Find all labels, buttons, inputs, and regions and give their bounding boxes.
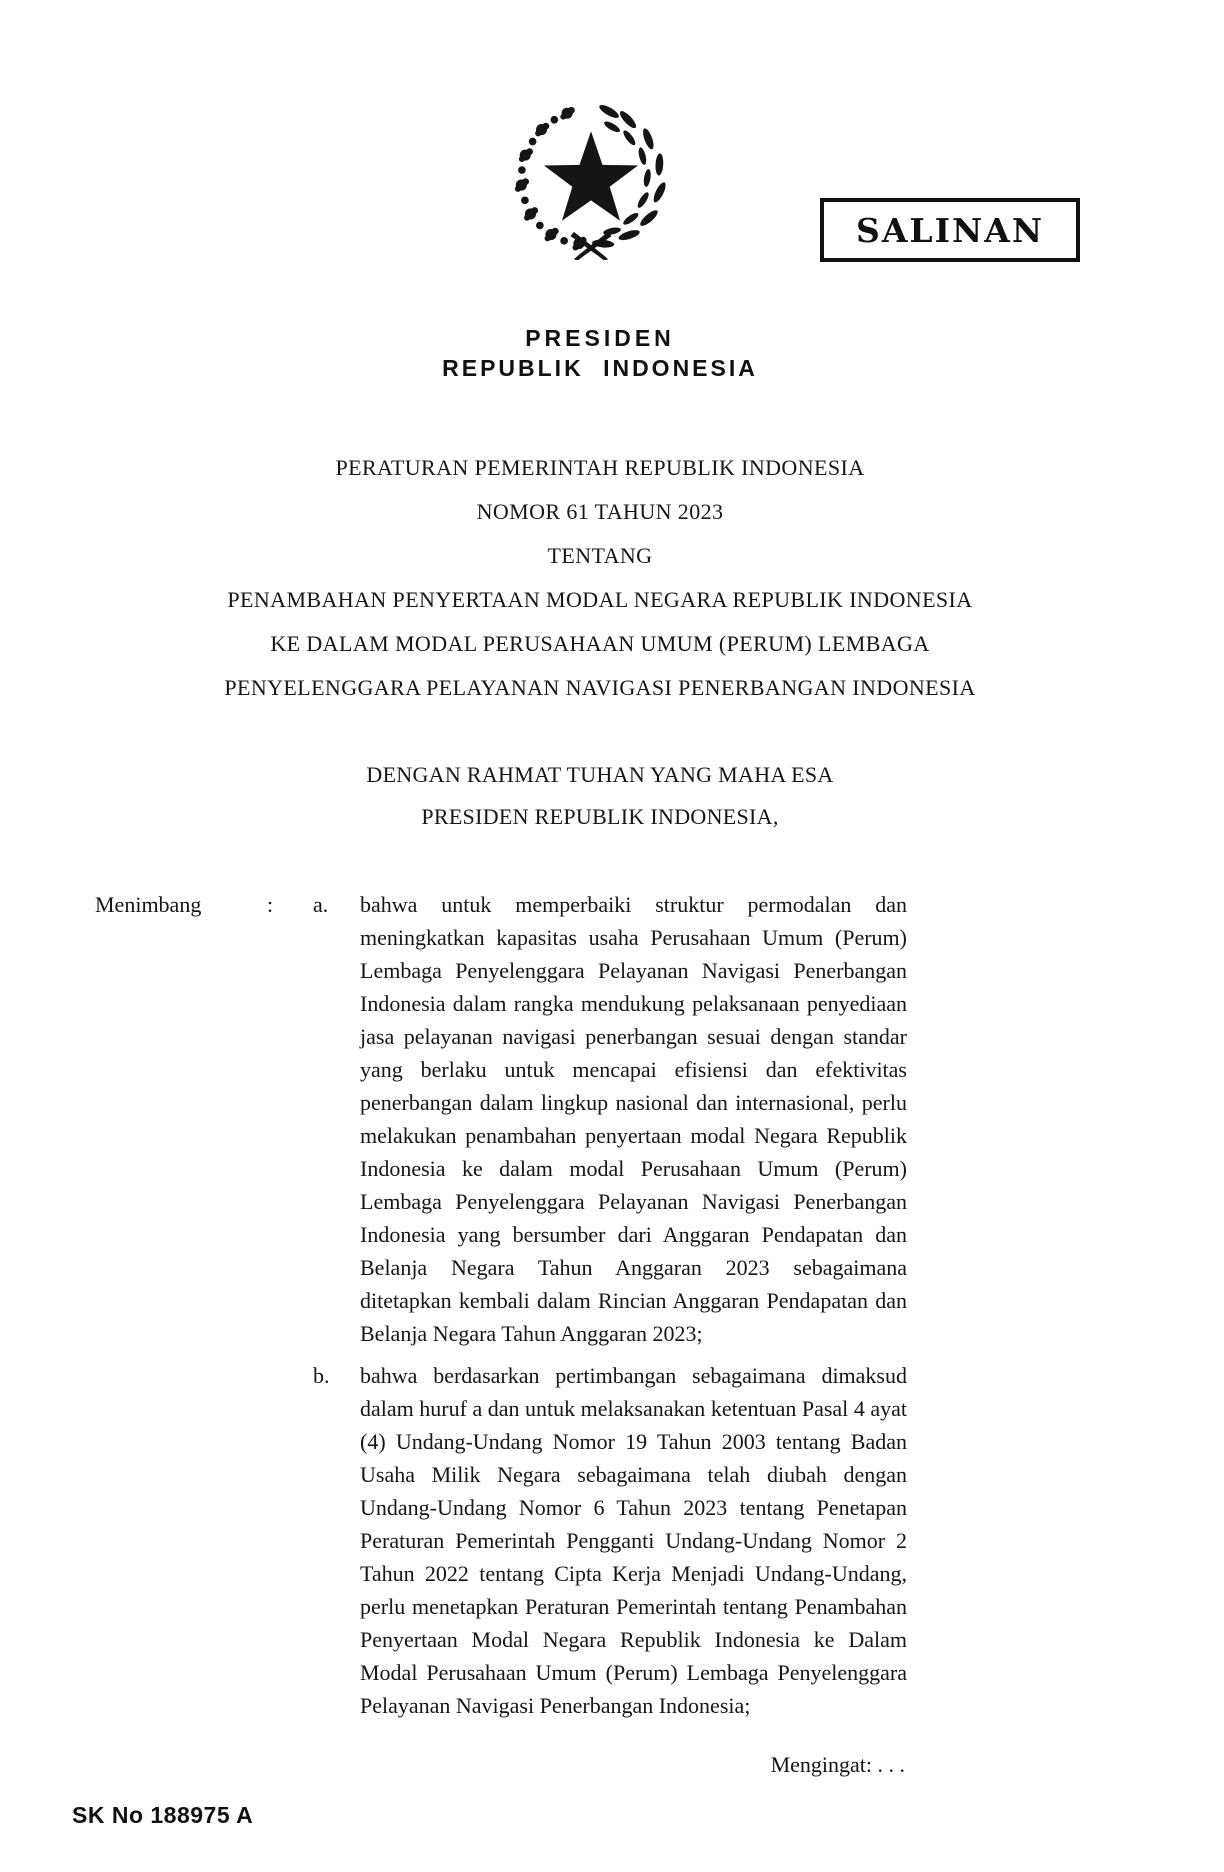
considering-item-b-marker: b.	[313, 1363, 330, 1388]
considering-label: Menimbang	[95, 892, 202, 917]
continuation-catchword: Mengingat: . . .	[770, 1752, 905, 1777]
title-line-2: NOMOR 61 TAHUN 2023	[476, 499, 724, 524]
considering-item-a-marker: a.	[313, 892, 329, 917]
title-line-4: PENAMBAHAN PENYERTAAN MODAL NEGARA REPUBLIK INDONESIA	[227, 587, 973, 612]
letterhead-republik: REPUBLIK INDONESIA	[442, 355, 758, 381]
considering-item-b	[313, 1359, 907, 1722]
title-line-1: PERATURAN PEMERINTAH REPUBLIK INDONESIA	[335, 455, 865, 480]
presidential-seal-icon	[505, 98, 677, 260]
doc-code: SK No 188975 A	[72, 1802, 254, 1828]
preamble	[0, 754, 1200, 838]
regulation-title	[0, 446, 1200, 710]
authority-line: PRESIDEN REPUBLIK INDONESIA,	[421, 804, 779, 829]
considering-items	[313, 888, 907, 1731]
considering-item-b-text: bahwa berdasarkan pertimbangan sebagaimana dimaksud dalam huruf a dan untuk melaksanakan ketentuan Pasal 4 ayat (4) Undang-Undang Nomor 19 Tahun 2003 tentang Badan Usaha Milik Negara sebagaimana telah diubah dengan Undang-Undang Nomor 6 Tahun 2023 tentang Penetapan Peraturan Pemerintah Pengganti Undang-Undang Nomor 2 Tahun 2022 tentang Cipta Kerja Menjadi Undang-Undang, perlu menetapkan Peraturan Pemerintah tentang Penambahan Penyertaan Modal Negara Republik Indonesia ke Dalam Modal Perusahaan Umum (Perum) Lembaga Penyelenggara Pelayanan Navigasi Penerbangan Indonesia;	[360, 1363, 907, 1718]
considering-item-a-text: bahwa untuk memperbaiki struktur permodalan dan meningkatkan kapasitas usaha Perusahaan Umum (Perum) Lembaga Penyelenggara Pelayanan Navigasi Penerbangan Indonesia dalam rangka mendukung pelaksanaan penyediaan jasa pelayanan navigasi penerbangan sesuai dengan standar yang berlaku untuk mencapai efisiensi dan efektivitas penerbangan dalam lingkup nasional dan internasional, perlu melakukan penambahan penyertaan modal Negara Republik Indonesia ke dalam modal Perusahaan Umum (Perum) Lembaga Penyelenggara Pelayanan Navigasi Penerbangan Indonesia yang bersumber dari Anggaran Pendapatan dan Belanja Negara Tahun Anggaran 2023 sebagaimana ditetapkan kembali dalam Rincian Anggaran Pendapatan dan Belanja Negara Tahun Anggaran 2023;	[360, 892, 907, 1346]
letterhead-presiden: PRESIDEN	[525, 325, 675, 351]
considering-item-a	[313, 888, 907, 1350]
invocation-line: DENGAN RAHMAT TUHAN YANG MAHA ESA	[366, 762, 834, 787]
title-line-3: TENTANG	[547, 543, 653, 568]
salinan-stamp	[820, 198, 1080, 262]
considering-section	[95, 888, 907, 1731]
title-line-6: PENYELENGGARA PELAYANAN NAVIGASI PENERBANGAN INDONESIA	[224, 675, 976, 700]
considering-colon: :	[267, 892, 274, 917]
title-line-5: KE DALAM MODAL PERUSAHAAN UMUM (PERUM) LEMBAGA	[270, 631, 930, 656]
salinan-stamp-label: SALINAN	[855, 210, 1044, 250]
